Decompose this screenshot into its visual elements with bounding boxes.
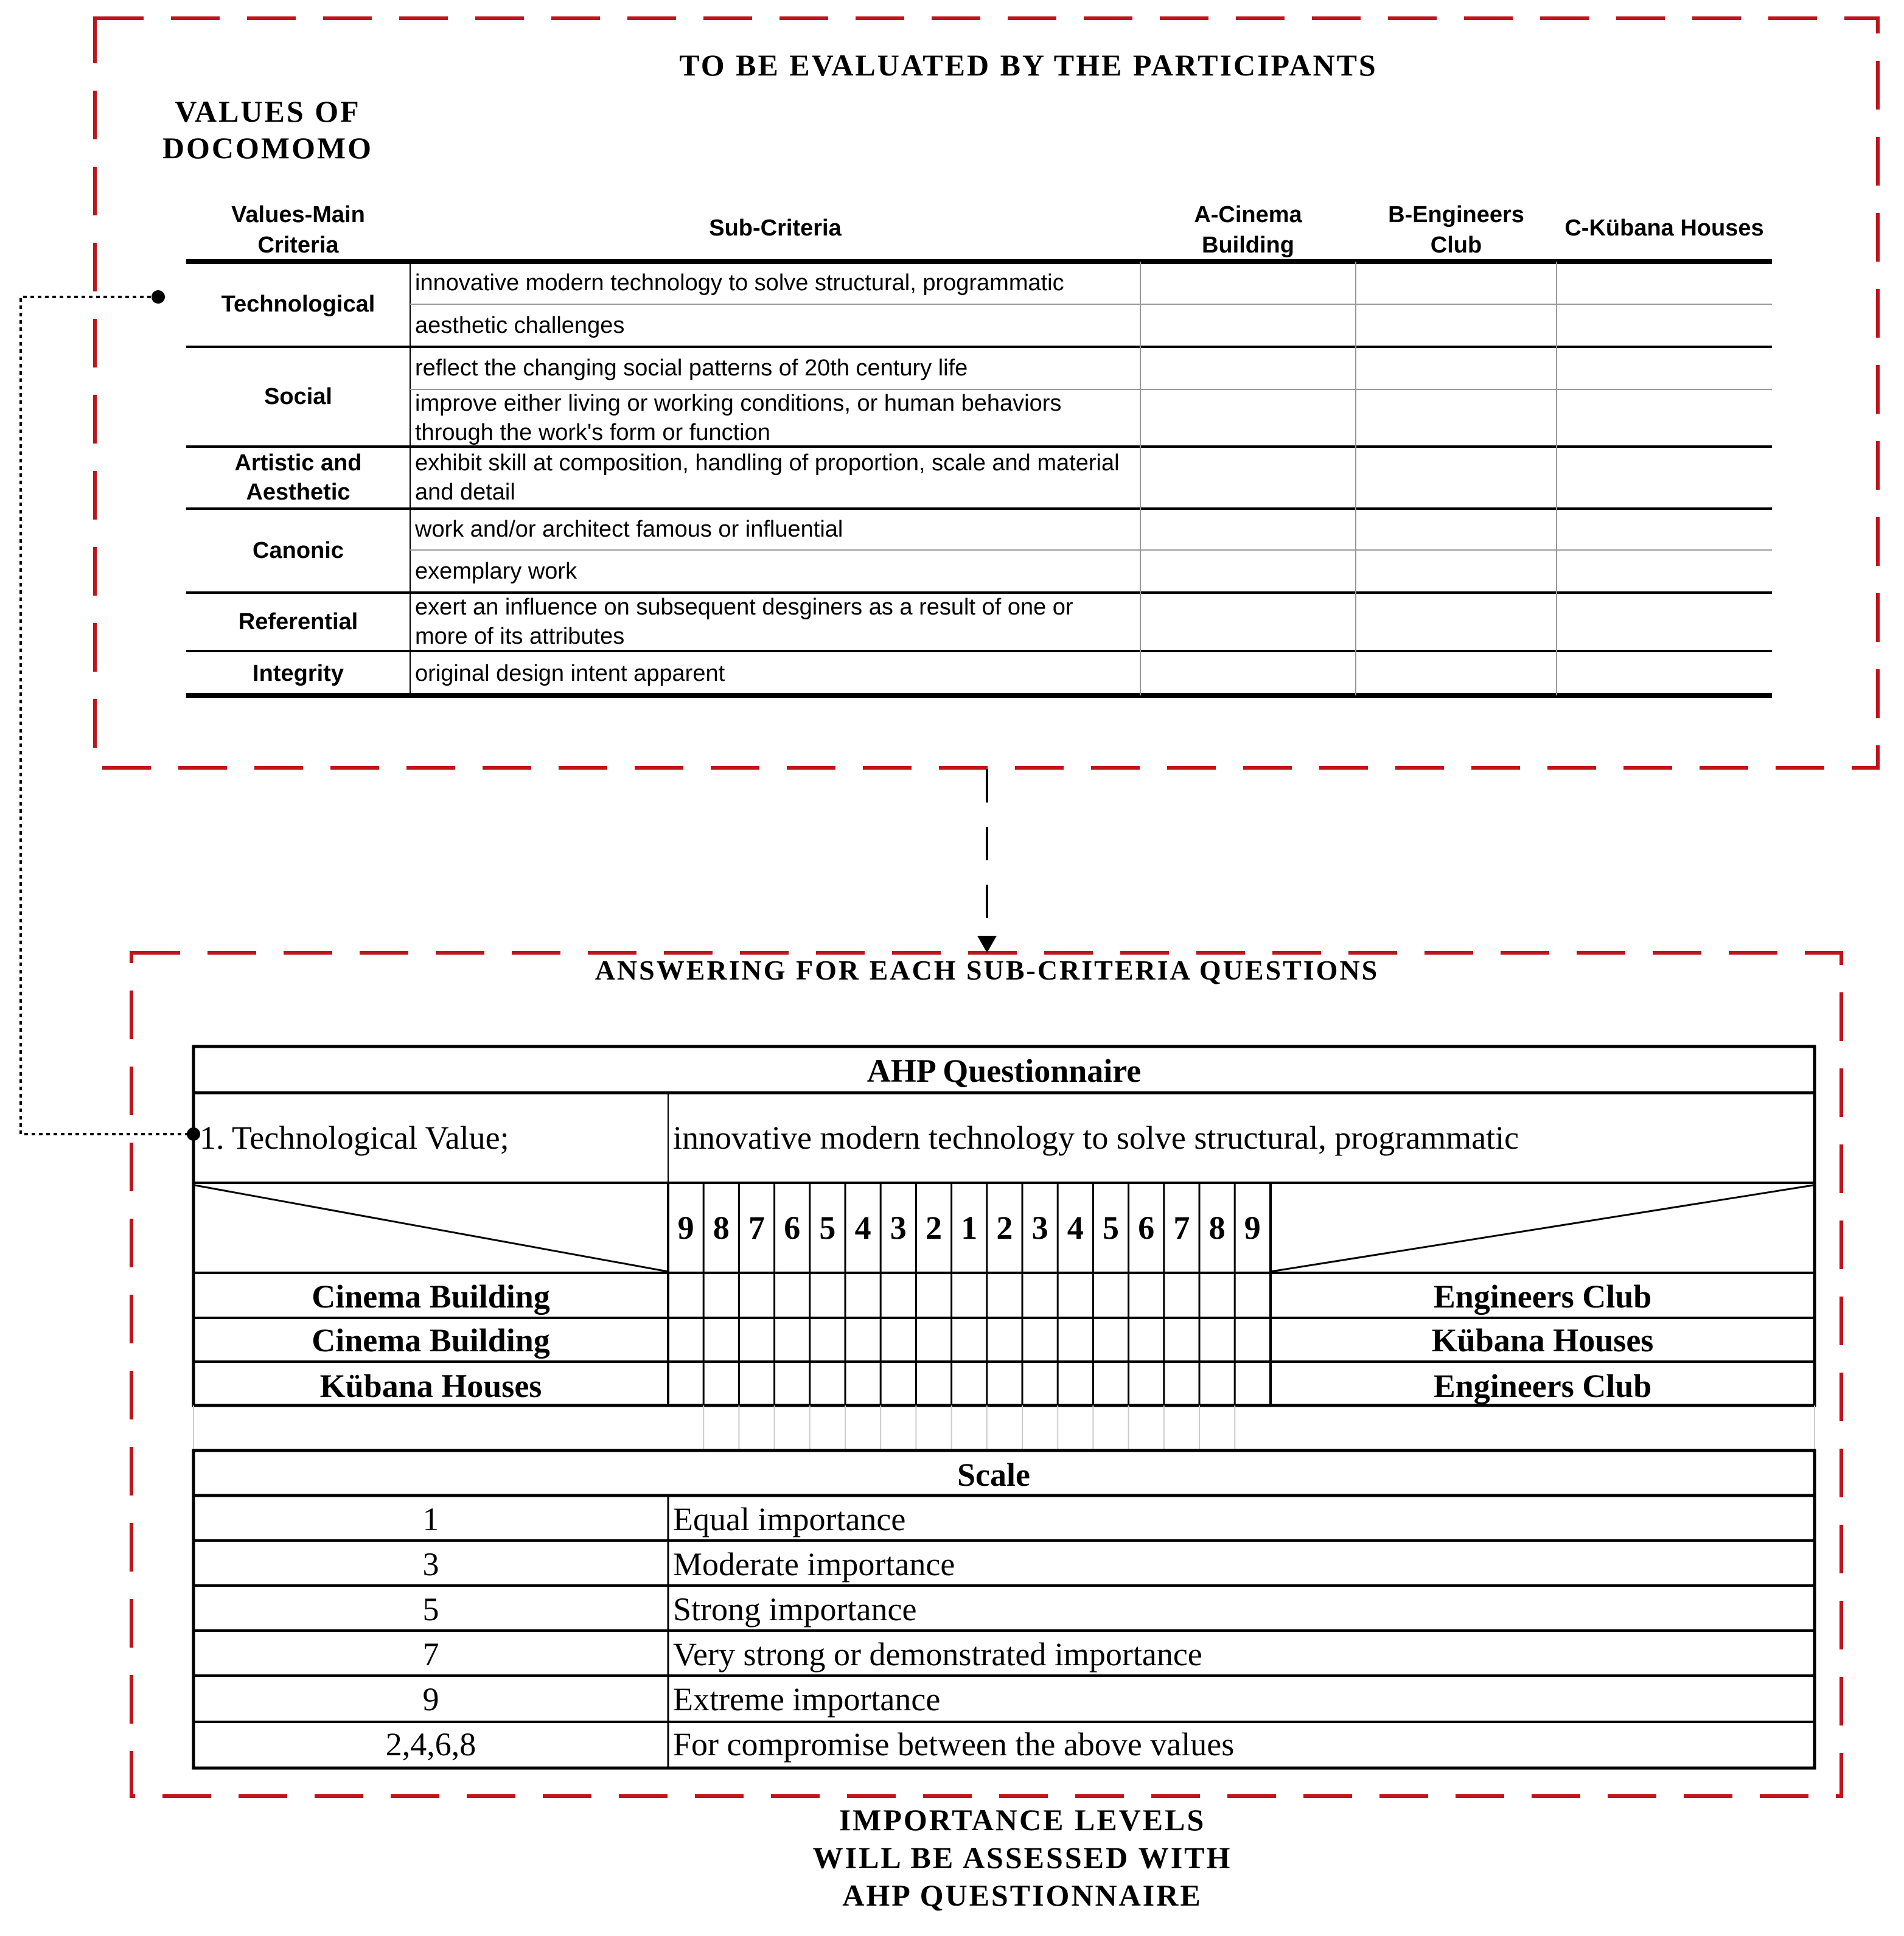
scale-number-9: 1 xyxy=(961,1210,978,1246)
answer-cell[interactable] xyxy=(1022,1362,1058,1405)
scale-number-2: 8 xyxy=(713,1210,730,1246)
pair-3-left: Kübana Houses xyxy=(319,1368,542,1404)
answer-cell[interactable] xyxy=(1058,1362,1093,1405)
dotted-connector xyxy=(21,297,194,1134)
pair-2-right: Kübana Houses xyxy=(1431,1322,1654,1359)
subcriterion-social-1: reflect the changing social patterns of 20th century life xyxy=(415,355,968,381)
flow-arrow-head xyxy=(977,936,997,953)
scale-number-12: 4 xyxy=(1067,1210,1084,1246)
answer-cell[interactable] xyxy=(1129,1273,1164,1318)
answer-cell[interactable] xyxy=(881,1318,916,1362)
subcriterion-artistic-1 xyxy=(410,447,1145,509)
criterion-artistic xyxy=(186,447,410,509)
answer-cell[interactable] xyxy=(739,1273,774,1318)
answer-cell[interactable] xyxy=(845,1318,881,1362)
answer-cell[interactable] xyxy=(703,1362,739,1405)
answer-cell[interactable] xyxy=(881,1362,916,1405)
scale-meaning: Moderate importance xyxy=(673,1546,955,1583)
pair-3-right: Engineers Club xyxy=(1433,1368,1652,1404)
answer-cell[interactable] xyxy=(775,1362,810,1405)
answer-cell[interactable] xyxy=(668,1362,703,1405)
scale-number-7: 3 xyxy=(890,1210,907,1246)
docomomo-label-line2: DOCOMOMO xyxy=(162,131,374,165)
scale-meaning: Very strong or demonstrated importance xyxy=(673,1636,1202,1673)
question-label: 1. Technological Value; xyxy=(200,1119,509,1156)
answer-cell[interactable] xyxy=(1235,1273,1270,1318)
question-text: innovative modern technology to solve structural, programmatic xyxy=(673,1119,1519,1156)
docomomo-label-line1: VALUES OF xyxy=(175,94,361,128)
answer-cell[interactable] xyxy=(952,1318,987,1362)
answer-cell[interactable] xyxy=(987,1362,1022,1405)
scale-number-14: 6 xyxy=(1138,1210,1155,1246)
scale-value: 3 xyxy=(422,1546,439,1583)
col-header-main-line2: Criteria xyxy=(257,232,339,258)
subcriterion-referential-1-line1: exert an influence on subsequent desginers as a result of one or xyxy=(415,594,1073,620)
answer-cell[interactable] xyxy=(1199,1273,1235,1318)
scale-meaning: For compromise between the above values xyxy=(673,1726,1235,1763)
answer-cell[interactable] xyxy=(739,1362,774,1405)
connector-dot-top xyxy=(152,290,165,304)
subcriterion-tech-2: aesthetic challenges xyxy=(415,313,625,338)
criterion-social: Social xyxy=(264,384,332,409)
ahp-questionnaire-title: AHP Questionnaire xyxy=(867,1053,1142,1089)
scale-meaning: Extreme importance xyxy=(673,1681,941,1718)
answer-cell[interactable] xyxy=(1199,1362,1235,1405)
answer-cell[interactable] xyxy=(1199,1318,1235,1362)
answer-cell[interactable] xyxy=(881,1273,916,1318)
answer-cell[interactable] xyxy=(668,1318,703,1362)
scale-number-4: 6 xyxy=(784,1210,801,1246)
col-header-b-line1: B-Engineers xyxy=(1388,202,1524,228)
col-header-main-line1: Values-Main xyxy=(231,202,365,228)
scale-title: Scale xyxy=(957,1457,1030,1493)
scale-meaning: Strong importance xyxy=(673,1591,917,1628)
criterion-technological: Technological xyxy=(221,291,375,317)
answer-cell[interactable] xyxy=(952,1273,987,1318)
subcriterion-integrity-1: original design intent apparent xyxy=(415,660,725,686)
answer-cell[interactable] xyxy=(739,1318,774,1362)
answer-cell[interactable] xyxy=(1058,1318,1093,1362)
scale-meaning: Equal importance xyxy=(673,1501,906,1537)
answer-cell[interactable] xyxy=(845,1362,881,1405)
pair-1-right: Engineers Club xyxy=(1433,1278,1652,1315)
footer-line1: IMPORTANCE LEVELS xyxy=(839,1803,1206,1837)
answer-cell[interactable] xyxy=(916,1318,951,1362)
answer-cell[interactable] xyxy=(916,1362,951,1405)
scale-number-13: 5 xyxy=(1102,1210,1119,1246)
col-header-b-engineers xyxy=(1356,200,1557,260)
scale-number-17: 9 xyxy=(1244,1210,1261,1246)
answer-cell[interactable] xyxy=(1235,1318,1270,1362)
subcriterion-referential-1 xyxy=(410,593,1145,651)
subcriterion-social-2 xyxy=(410,389,1145,447)
answer-cell[interactable] xyxy=(916,1273,951,1318)
answer-cell[interactable] xyxy=(1093,1273,1128,1318)
criterion-integrity: Integrity xyxy=(253,660,344,686)
answer-cell[interactable] xyxy=(1058,1273,1093,1318)
answer-cell[interactable] xyxy=(845,1273,881,1318)
answer-cell[interactable] xyxy=(775,1318,810,1362)
answer-cell[interactable] xyxy=(703,1318,739,1362)
criterion-artistic-line1: Artistic and xyxy=(234,450,362,476)
col-header-sub-criteria: Sub-Criteria xyxy=(709,215,842,241)
answer-cell[interactable] xyxy=(810,1318,845,1362)
answer-cell[interactable] xyxy=(987,1318,1022,1362)
subcriterion-social-2-line1: improve either living or working conditions, or human behaviors xyxy=(415,391,1062,416)
scale-value: 9 xyxy=(422,1681,439,1718)
answer-cell[interactable] xyxy=(1164,1362,1199,1405)
scale-value: 2,4,6,8 xyxy=(385,1726,476,1763)
scale-number-3: 7 xyxy=(748,1210,765,1246)
col-header-a-cinema xyxy=(1140,200,1356,260)
answer-cell[interactable] xyxy=(1164,1273,1199,1318)
criterion-referential: Referential xyxy=(238,609,358,635)
answer-cell[interactable] xyxy=(1129,1362,1164,1405)
answer-cell[interactable] xyxy=(1093,1318,1128,1362)
scale-number-8: 2 xyxy=(925,1210,942,1246)
scale-number-11: 3 xyxy=(1031,1210,1048,1246)
answer-cell[interactable] xyxy=(1235,1362,1270,1405)
answer-cell[interactable] xyxy=(810,1273,845,1318)
answer-cell[interactable] xyxy=(1164,1318,1199,1362)
subcriterion-canonic-2: exemplary work xyxy=(415,559,577,584)
subcriterion-tech-1: innovative modern technology to solve structural, programmatic xyxy=(415,270,1064,296)
top-section-title: TO BE EVALUATED BY THE PARTICIPANTS xyxy=(679,48,1378,82)
pair-1-left: Cinema Building xyxy=(312,1278,550,1315)
pair-2-left: Cinema Building xyxy=(312,1322,550,1359)
subcriterion-referential-1-line2: more of its attributes xyxy=(415,624,625,649)
subcriterion-social-2-line2: through the work's form or function xyxy=(415,420,770,445)
answer-cell[interactable] xyxy=(952,1362,987,1405)
subcriterion-artistic-1-line2: and detail xyxy=(415,479,515,505)
subcriterion-canonic-1: work and/or architect famous or influential xyxy=(415,517,843,542)
scale-value: 5 xyxy=(422,1591,439,1628)
col-header-a-line2: Building xyxy=(1202,232,1294,258)
answer-cell[interactable] xyxy=(775,1273,810,1318)
answer-cell[interactable] xyxy=(810,1362,845,1405)
answer-cell[interactable] xyxy=(1093,1362,1128,1405)
col-header-b-line2: Club xyxy=(1430,232,1482,258)
criterion-artistic-line2: Aesthetic xyxy=(246,479,350,505)
scale-number-6: 4 xyxy=(854,1210,871,1246)
criterion-canonic: Canonic xyxy=(253,538,344,563)
col-header-main-criteria xyxy=(186,200,410,260)
scale-value: 1 xyxy=(422,1501,439,1537)
answer-cell[interactable] xyxy=(1022,1318,1058,1362)
scale-number-16: 8 xyxy=(1208,1210,1226,1246)
col-header-c-kubana: C-Kübana Houses xyxy=(1564,215,1764,241)
answer-cell[interactable] xyxy=(1129,1318,1164,1362)
scale-number-1: 9 xyxy=(677,1210,694,1246)
answer-cell[interactable] xyxy=(668,1273,703,1318)
answer-cell[interactable] xyxy=(987,1273,1022,1318)
answer-cell[interactable] xyxy=(1022,1273,1058,1318)
scale-number-10: 2 xyxy=(996,1210,1013,1246)
scale-number-5: 5 xyxy=(819,1210,836,1246)
footer-line3: AHP QUESTIONNAIRE xyxy=(842,1878,1202,1912)
answer-cell[interactable] xyxy=(703,1273,739,1318)
subcriterion-artistic-1-line1: exhibit skill at composition, handling of proportion, scale and material xyxy=(415,450,1120,476)
col-header-a-line1: A-Cinema xyxy=(1194,202,1302,228)
scale-value: 7 xyxy=(422,1636,439,1673)
bottom-section-title: ANSWERING FOR EACH SUB-CRITERIA QUESTIONS xyxy=(595,955,1379,986)
scale-number-15: 7 xyxy=(1173,1210,1190,1246)
footer-line2: WILL BE ASSESSED WITH xyxy=(812,1840,1232,1875)
